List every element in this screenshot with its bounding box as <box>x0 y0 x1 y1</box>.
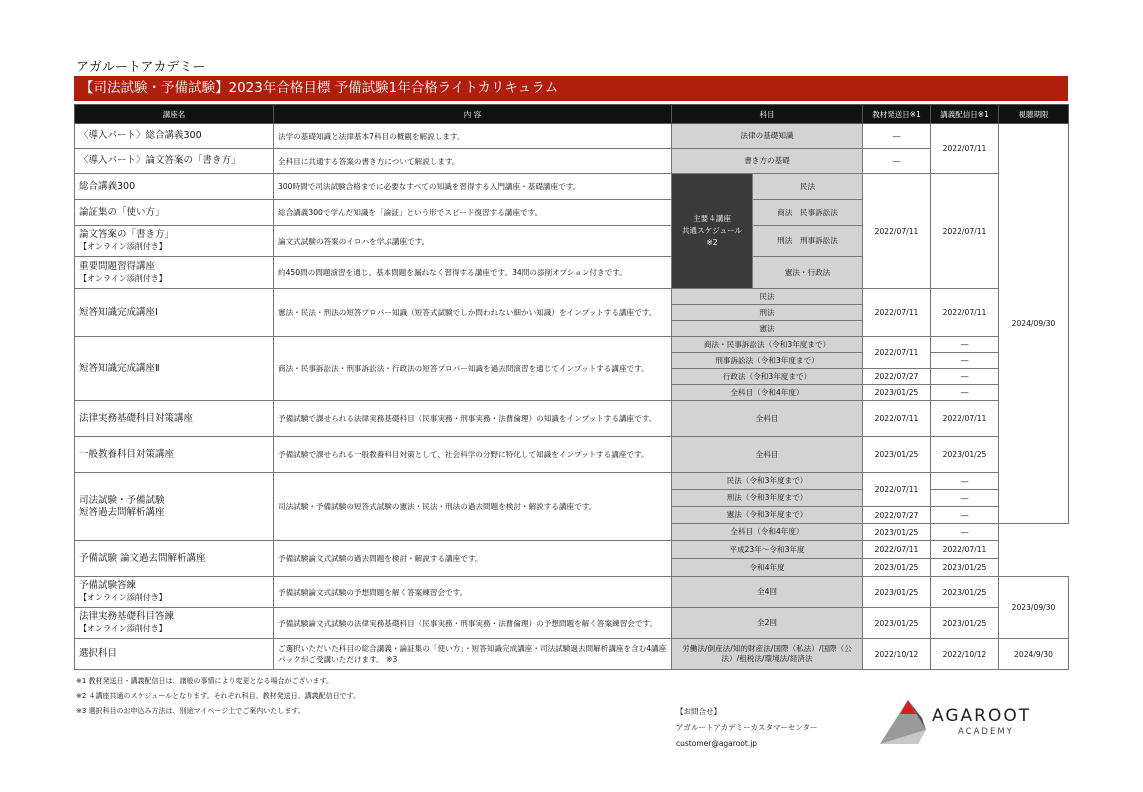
course-name: 法律実務基礎科目対策講座 <box>75 401 274 437</box>
course-option: 【オンライン添削付き】 <box>79 273 167 283</box>
course-option: 【オンライン添削付き】 <box>79 593 167 602</box>
course-desc: 予備試験で課せられる法律実務基礎科目（民事実務・刑事実務・法曹倫理）の知識をインプットする講座です。 <box>274 401 672 437</box>
ship-date: 2022/07/11 <box>863 401 931 437</box>
course-desc: 予備試験で課せられる一般教養科目対策として、社会科学の分野に特化して知識をインプットする講座です。 <box>274 437 672 473</box>
table-row <box>75 608 1069 639</box>
course-name <box>75 577 274 608</box>
course-desc: 司法試験・予備試験の短答式試験の憲法・民法・刑法の過去問題を検討・解説する講座です。 <box>274 473 672 541</box>
table-row <box>75 289 1069 305</box>
table-row <box>75 437 1069 473</box>
stream-date: 2022/10/12 <box>931 639 999 670</box>
table-row <box>75 541 1069 559</box>
stream-date: ― <box>931 369 999 385</box>
course-name: 短答知識完成講座Ⅰ <box>75 289 274 337</box>
stream-date: 2022/07/11 <box>931 541 999 559</box>
stream-date: ― <box>931 353 999 369</box>
course-desc: ご選択いただいた科目の総合講義・論証集の「使い方」・短答知識完成講座・司法試験過去問解析講座を含む4講座パックがご受講いただけます。 ※3 <box>274 639 672 670</box>
stream-date: 2023/01/25 <box>931 577 999 608</box>
limit-date: 2024/09/30 <box>999 124 1069 524</box>
ship-date: 2023/01/25 <box>863 577 931 608</box>
contact-center: アガルートアカデミーカスタマーセンター <box>676 723 818 732</box>
course-subject: 全科目（令和4年度） <box>672 385 863 401</box>
course-subject: 商法 民事訴訟法 <box>753 200 863 226</box>
course-subject: 憲法・行政法 <box>753 257 863 289</box>
ship-date: 2023/01/25 <box>863 559 931 577</box>
table-row <box>75 149 1069 174</box>
course-desc: 総合講義300で学んだ知識を「論証」という形でスピード復習する講座です。 <box>274 200 672 226</box>
course-subject: 法律の基礎知識 <box>672 124 863 149</box>
course-subject: 行政法（令和3年度まで） <box>672 369 863 385</box>
course-desc: 予備試験論文式試験の予想問題を解く答案練習会です。 <box>274 577 672 608</box>
course-subject: 刑法 刑事訴訟法 <box>753 226 863 257</box>
stream-date: 2022/07/11 <box>931 124 999 174</box>
course-subject: 全科目 <box>672 437 863 473</box>
table-header-row <box>75 105 1069 124</box>
course-subject: 刑法（令和3年度まで） <box>672 490 863 507</box>
course-subject: 刑法 <box>672 305 863 321</box>
table-row <box>75 577 1069 608</box>
course-subject: 全科目 <box>672 401 863 437</box>
course-subject: 民法（令和3年度まで） <box>672 473 863 490</box>
stream-date: ― <box>931 337 999 353</box>
course-title: 法律実務基礎科目答練 <box>79 611 175 622</box>
course-subject: 労働法/倒産法/知的財産法/国際（私法）/国際（公法）/租税法/環境法/経済法 <box>672 639 863 670</box>
course-desc: 論文式試験の答案のイロハを学ぶ講座です。 <box>274 226 672 257</box>
course-subject: 令和4年度 <box>672 559 863 577</box>
course-subject: 憲法 <box>672 321 863 337</box>
stream-date: ― <box>931 490 999 507</box>
course-name: 〈導入パート〉論文答案の「書き方」 <box>75 149 274 174</box>
course-subject: 全4回 <box>672 577 863 608</box>
course-desc: 商法・民事訴訟法・刑事訴訟法・行政法の短答プロパー知識を過去問演習を通じてインプットする講座です。 <box>274 337 672 401</box>
course-title: 論文答案の「書き方」 <box>79 229 175 240</box>
logo-subtext: ACADEMY <box>958 727 1014 737</box>
contact-block <box>676 704 818 752</box>
course-desc: 予備試験論文式試験の法律実務基礎科目（民事実務・刑事実務・法曹倫理）の予想問題を解く答案練習会です。 <box>274 608 672 639</box>
ship-date: 2023/01/25 <box>863 524 931 541</box>
stream-date: 2023/01/25 <box>931 608 999 639</box>
course-subject: 憲法（令和3年度まで） <box>672 507 863 524</box>
ship-date: 2022/07/11 <box>863 337 931 369</box>
course-title: 司法試験・予備試験 <box>79 494 165 506</box>
course-name: 短答知識完成講座Ⅱ <box>75 337 274 401</box>
table-row <box>75 124 1069 149</box>
footnote: ※2 ４講座共通のスケジュールとなります。それぞれ科目、教材発送日、講義配信日です。 <box>76 692 361 700</box>
table-row <box>75 174 1069 200</box>
course-subject: 民法 <box>672 289 863 305</box>
table-row <box>75 401 1069 437</box>
stream-date: ― <box>931 473 999 490</box>
course-subject: 商法・民事訴訟法（令和3年度まで） <box>672 337 863 353</box>
ship-date: ― <box>863 124 931 149</box>
ship-date: 2022/07/11 <box>863 289 931 337</box>
group-label: 主要４講座 <box>693 214 731 223</box>
ship-date: ― <box>863 149 931 174</box>
table-row <box>75 473 1069 490</box>
page-title-banner: 【司法試験・予備試験】2023年合格目標 予備試験1年合格ライトカリキュラム <box>74 76 1068 101</box>
footnote: ※1 教材発送日・講義配信日は、諸般の事情により変更となる場合がございます。 <box>76 677 333 685</box>
course-subject: 平成23年～令和3年度 <box>672 541 863 559</box>
course-subject: 全科目（令和4年度） <box>672 524 863 541</box>
course-desc: 予備試験論文式試験の過去問題を検討・解説する講座です。 <box>274 541 672 577</box>
col-header-subject: 科目 <box>672 105 863 124</box>
course-name <box>75 226 274 257</box>
course-title: 予備試験答練 <box>79 580 137 591</box>
col-header-ship: 教材発送日※1 <box>863 105 931 124</box>
course-option: 【オンライン添削付き】 <box>79 624 167 633</box>
course-option: 【オンライン添削付き】 <box>79 242 167 251</box>
course-subject: 刑事訴訟法（令和3年度まで） <box>672 353 863 369</box>
group-label: 共通スケジュール <box>681 226 743 235</box>
course-desc: 全科目に共通する答案の書き方について解説します。 <box>274 149 672 174</box>
table-row <box>75 639 1069 670</box>
course-name: 一般教養科目対策講座 <box>75 437 274 473</box>
course-name <box>75 257 274 289</box>
stream-date: 2022/07/11 <box>931 174 999 289</box>
course-name: 総合講義300 <box>75 174 274 200</box>
ship-date: 2022/07/27 <box>863 507 931 524</box>
col-header-desc: 内 容 <box>274 105 672 124</box>
course-name <box>75 473 274 541</box>
stream-date: 2022/07/11 <box>931 401 999 437</box>
ship-date: 2022/07/27 <box>863 369 931 385</box>
footnote: ※3 選択科目のお申込み方法は、別途マイページ上でご案内いたします。 <box>76 707 305 715</box>
course-name: 論証集の「使い方」 <box>75 200 274 226</box>
contact-title: 【お問合せ】 <box>676 707 721 716</box>
table-row <box>75 337 1069 353</box>
course-desc: 法学の基礎知識と法律基本7科目の概観を解説します。 <box>274 124 672 149</box>
ship-date: 2022/07/11 <box>863 473 931 507</box>
stream-date: 2022/07/11 <box>931 289 999 337</box>
stream-date: ― <box>931 507 999 524</box>
curriculum-table <box>74 104 1069 670</box>
stream-date: 2023/01/25 <box>931 559 999 577</box>
ship-date: 2022/10/12 <box>863 639 931 670</box>
stream-date: ― <box>931 524 999 541</box>
course-name: 選択科目 <box>75 639 274 670</box>
col-header-stream: 講義配信日※1 <box>931 105 999 124</box>
ship-date: 2022/07/11 <box>863 174 931 289</box>
stream-date: 2023/01/25 <box>931 437 999 473</box>
course-desc: 憲法・民法・刑法の短答プロパー知識（短答式試験でしか問われない細かい知識）をインプットする講座です。 <box>274 289 672 337</box>
col-header-limit: 視聴期限 <box>999 105 1069 124</box>
ship-date: 2023/01/25 <box>863 437 931 473</box>
course-desc: 約450問の問題演習を通じ、基本問題を漏れなく習得する講座です。34問の添削オプション付きです。 <box>274 257 672 289</box>
course-subject: 全2回 <box>672 608 863 639</box>
ship-date: 2023/01/25 <box>863 385 931 401</box>
common-schedule-group <box>672 174 753 289</box>
stream-date: ― <box>931 385 999 401</box>
logo-wordmark: AGAROOT <box>932 706 1032 726</box>
ship-date: 2023/01/25 <box>863 608 931 639</box>
course-title: 重要問題習得講座 <box>79 260 156 272</box>
contact-email[interactable]: customer@agaroot.jp <box>676 739 758 748</box>
course-subject: 書き方の基礎 <box>672 149 863 174</box>
ship-date: 2022/07/11 <box>863 541 931 559</box>
course-desc: 300時間で司法試験合格までに必要なすべての知識を習得する入門講座・基礎講座です。 <box>274 174 672 200</box>
course-name <box>75 608 274 639</box>
col-header-name: 講座名 <box>75 105 274 124</box>
org-name: アガルートアカデミー <box>76 60 206 75</box>
course-name: 予備試験 論文過去問解析講座 <box>75 541 274 577</box>
limit-date: 2024/9/30 <box>999 639 1069 670</box>
group-note: ※2 <box>706 238 718 247</box>
course-subject: 民法 <box>753 174 863 200</box>
limit-date: 2023/09/30 <box>999 577 1069 639</box>
course-name: 〈導入パート〉総合講義300 <box>75 124 274 149</box>
footnotes <box>76 674 360 719</box>
course-title: 短答過去問解析講座 <box>79 506 165 518</box>
